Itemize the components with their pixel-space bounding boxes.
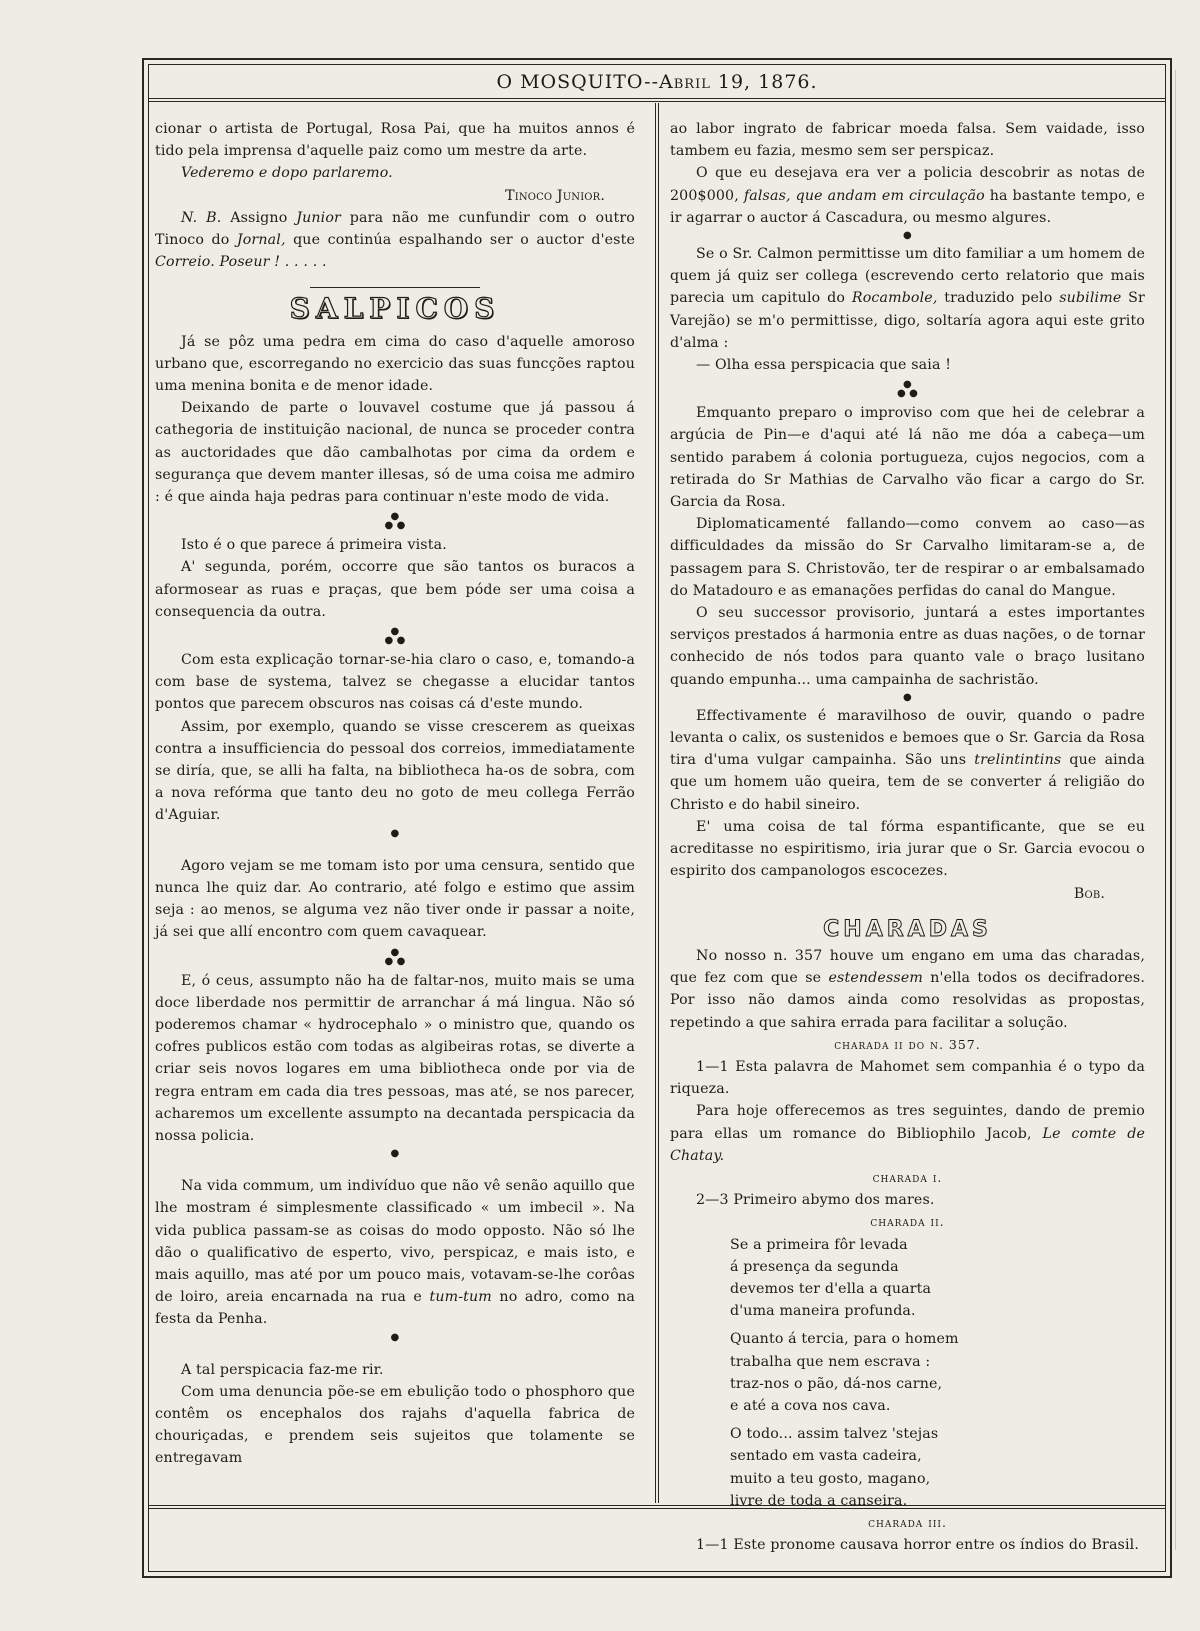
masthead-month: Abril	[659, 71, 711, 93]
bullet-separator: ●	[390, 1331, 400, 1343]
paragraph: Emquanto preparo o improviso com que hei de celebrar a argúcia de Pin—e d'aqui até lá não me dóa a cabeça—um sentido parabem á colonia portugueza, cujos negocios, com a retirada do Sr Mathias de Carvalho vão ficar a cargo do Sr. Garcia da Rosa.	[670, 405, 1145, 511]
masthead-date: 19, 1876.	[710, 71, 818, 93]
column-divider-double	[658, 103, 659, 1503]
text: ha bastante tempo, e ir agarrar o auctor á Cascadura, ou mesmo algures.	[670, 187, 1145, 226]
text: que continúa espalhando ser o auctor d'este	[285, 232, 635, 249]
charada-heading: charada i.	[872, 1169, 943, 1185]
poem-line: á presença da segunda	[730, 1258, 899, 1275]
text: n'ella todos os decifradores. Por isso não damos ainda como resolvidas as propostas, repetindo a que sahira errada para facilitar a solução.	[670, 970, 1145, 1031]
signature-tinoco: Tinoco Junior.	[505, 187, 605, 204]
paragraph: Deixando de parte o louvavel costume que já passou á cathegoria de instituição nacional, de nunca se proceder contra as auctoridades que dão cambalhotas por cima da ordem e segurança que devem manter illesas, só de uma coisa me admiro : é que ainda haja pedras para continuar n'este modo de vida.	[155, 400, 635, 506]
asterism: ● ● ●	[384, 626, 406, 647]
paragraph: 1—1 Esta palavra de Mahomet sem companhia é o typo da riqueza.	[670, 1058, 1145, 1098]
text: Assigno	[221, 209, 297, 226]
text: para não me cunfundir com o outro Tinoco do	[155, 209, 635, 249]
paragraph: Diplomaticamenté fallando—como convem ao caso—as difficuldades da missão do Sr Carvalho limitaram-se a, de passagem para S. Christovão, ter de respirar o ar embalsamado do Matadouro e as emanações perfidas do canal do Mangue.	[670, 516, 1145, 599]
masthead-title: O MOSQUITO--	[496, 71, 659, 93]
section-title-charadas: CHARADAS	[823, 916, 992, 942]
text: Para hoje offerecemos as tres seguintes, dando de premio para ellas um romance do Bibliophilo Jacob,	[670, 1103, 1145, 1142]
text-italic: tum-tum	[429, 1289, 492, 1306]
spacer	[155, 1345, 635, 1359]
poem-line: devemos ter d'ella a quarta	[730, 1280, 932, 1297]
paragraph: 1—1 Este pronome causava horror entre os índios do Brasil.	[696, 1537, 1140, 1554]
charada-heading: charada ii do n. 357.	[834, 1036, 981, 1052]
section-title-salpicos: SALPICOS	[289, 292, 501, 326]
text-italic: subilime	[1059, 290, 1122, 307]
text: traduzido pelo	[937, 290, 1060, 307]
text-italic: estendessem	[828, 970, 923, 987]
text-italic: Junior	[296, 209, 341, 226]
paragraph: Isto é o que parece á primeira vista.	[181, 537, 447, 554]
spacer	[155, 841, 635, 855]
header-rule	[148, 98, 1166, 99]
poem-line: traz-nos o pão, dá-nos carne,	[730, 1375, 943, 1392]
text: que ainda que um homem uão queira, tem de se converter á religião do Christo e do habil sineiro.	[670, 752, 1146, 813]
paragraph	[670, 243, 1145, 354]
asterism: ● ● ●	[896, 379, 919, 400]
right-column	[670, 118, 1145, 1556]
paragraph: Já se pôz uma pedra em cima do caso d'aquelle amoroso urbano que, escorregando no exercicio das suas funcções raptou uma menina bonita e de menor idade.	[155, 333, 635, 395]
text: O que eu desejava era ver a policia descobrir as notas de 200$000,	[670, 165, 1145, 204]
charada-heading: charada ii.	[870, 1214, 945, 1230]
spacer	[155, 1161, 635, 1175]
asterism: ● ● ●	[384, 946, 406, 967]
bullet-separator: ●	[903, 230, 912, 242]
paragraph	[670, 945, 1145, 1034]
text: Effectivamente é maravilhoso de ouvir, quando o padre levanta o calix, os sustenidos e bemoes que o Sr. Garcia da Rosa tira d'uma vulgar campainha. São uns	[670, 707, 1145, 769]
poem-line: O todo... assim talvez 'stejas	[730, 1426, 939, 1443]
text: Se o Sr. Calmon permittisse um dito familiar a um homem de quem já quiz ser collega (escrevendo certo relatorio que mais parecia um capitulo do	[670, 246, 1145, 307]
poem-line: Se a primeira fôr levada	[730, 1236, 908, 1253]
masthead	[148, 66, 1166, 98]
paragraph-exclamation: — Olha essa perspicacia que saia !	[696, 357, 952, 374]
poem-line: d'uma maneira profunda.	[730, 1303, 916, 1320]
poem-line: Quanto á tercia, para o homem	[730, 1331, 959, 1348]
paragraph: E, ó ceus, assumpto não ha de faltar-nos, muito mais se uma doce liberdade nos permittir de arranchar á má lingua. Não só poderemos chamar « hydrocephalo » o ministro que, quando os cofres publicos estão com todas as algibeiras rotas, se diverte a criar seis novos logares em uma bibliotheca onde por via de regra entram em cada dia tres pessoas, mas até, se nos parecer, acharemos um excellente assumpto na decantada perspicacia da nossa policia.	[155, 972, 635, 1144]
nb-label: N. B.	[181, 209, 222, 226]
text-italic: Le comte de Chatay.	[670, 1125, 1146, 1164]
text: no adro, como na festa da Penha.	[155, 1289, 635, 1328]
paragraph	[670, 1100, 1145, 1167]
text-italic: falsas, que andam em circulação	[743, 187, 985, 204]
paragraph: ao labor ingrato de fabricar moeda falsa. Sem vaidade, isso tambem eu fazia, mesmo sem ser perspicaz.	[670, 121, 1145, 160]
paragraph: Com uma denuncia põe-se em ebulição todo o phosphoro que contêm os encephalos dos rajahs d'aquella fabrica de chouriçadas, e prendem seis sujeitos que tolamente se entregavam	[155, 1383, 635, 1467]
paragraph: cionar o artista de Portugal, Rosa Pai, que ha muitos annos é tido pela imprensa d'aquelle paiz como um mestre da arte.	[155, 121, 635, 160]
text: Na vida commum, um indivíduo que não vê senão aquillo que lhe mostram é simplesmente classificado « um imbecil ». Na vida publica passam-se as coisas do modo opposto. Não só lhe dão o qualificativo de esperto, vivo, perspicaz, e mais isto, e mais aquillo, mas até por um pouco mais, votavam-se-lhe corôas de loiro, areia encarnada na rua e	[155, 1178, 635, 1306]
text-italic: Correio. Poseur ! . . . . .	[155, 254, 327, 271]
bullet-separator: ●	[390, 827, 400, 839]
charada-heading: charada iii.	[868, 1514, 947, 1530]
poem-line: trabalha que nem escrava :	[730, 1353, 931, 1370]
paragraph: Com esta explicação tornar-se-hia claro o caso, e, tomando-a com base de systema, talvez se chegasse a elucidar tantos pontos que parecem obscuros nas coisas cá d'este mundo.	[155, 652, 635, 713]
text-italic: Jornal,	[236, 232, 286, 249]
paragraph	[155, 1175, 635, 1330]
signature-bob: Bob.	[1073, 885, 1105, 902]
paragraph: O seu successor provisorio, juntará a estes importantes serviços prestados á harmonia entre as duas nações, o de tornar conhecido de nós todos para quanto vale o braço lusitano quando empunha... uma campainha de sachristão.	[670, 605, 1145, 688]
paragraph: A' segunda, porém, occorre que são tantos os buracos a aformosear as ruas e praças, que bem póde ser uma coisa a consequencia da outra.	[155, 559, 635, 620]
column-divider	[655, 103, 656, 1503]
paragraph: A tal perspicacia faz-me rir.	[181, 1361, 384, 1378]
page-edge	[1175, 70, 1200, 1550]
bullet-separator: ●	[390, 1148, 400, 1160]
paragraph: Assim, por exemplo, quando se visse crescerem as queixas contra a insufficiencia do pessoal dos correios, immediatamente se diría, que, se alli ha falta, na bibliotheca ha-os de sobra, com a nova refórma que tanto deu no goto de meu collega Ferrão d'Aguiar.	[155, 718, 635, 824]
italic-quote	[155, 162, 635, 184]
paragraph-nb	[155, 207, 635, 274]
paragraph: 2—3 Primeiro abymo dos mares.	[696, 1192, 935, 1209]
poem-line: sentado em vasta cadeira,	[730, 1448, 922, 1465]
text: No nosso n. 357 houve um engano em uma das charadas, que fez com que se	[670, 947, 1145, 987]
bullet-separator: ●	[903, 691, 912, 703]
quote-text: Vederemo e dopo parlaremo.	[181, 165, 393, 182]
poem-line: livre de toda a canseira.	[730, 1492, 908, 1509]
poem-line: muito a teu gosto, magano,	[730, 1470, 931, 1487]
section-rule	[310, 287, 480, 288]
paragraph: E' uma coisa de tal fórma espantificante, que se eu acreditasse no espiritismo, iria jurar que o Sr. Garcia evocou o espirito dos campanologos escocezes.	[670, 818, 1145, 880]
text: Sr Varejão) se m'o permittisse, digo, soltaría agora aqui este grito d'alma :	[670, 290, 1145, 351]
poem-line: e até a cova nos cava.	[730, 1397, 891, 1414]
paragraph: Agoro vejam se me tomam isto por uma censura, sentido que nunca lhe quiz dar. Ao contrario, até folgo e estimo que assim seja : ao menos, se alguma vez não tiver onde ir passar a noite, já sei que allí encontro com quem cavaquear.	[155, 857, 635, 941]
paragraph	[670, 705, 1145, 816]
asterism: ● ● ●	[384, 511, 406, 532]
text-italic: trelintintins	[974, 752, 1062, 769]
left-column	[155, 118, 635, 1470]
header-rule-double	[148, 101, 1166, 102]
text-italic: Rocambole,	[851, 290, 938, 307]
paragraph	[670, 162, 1145, 229]
